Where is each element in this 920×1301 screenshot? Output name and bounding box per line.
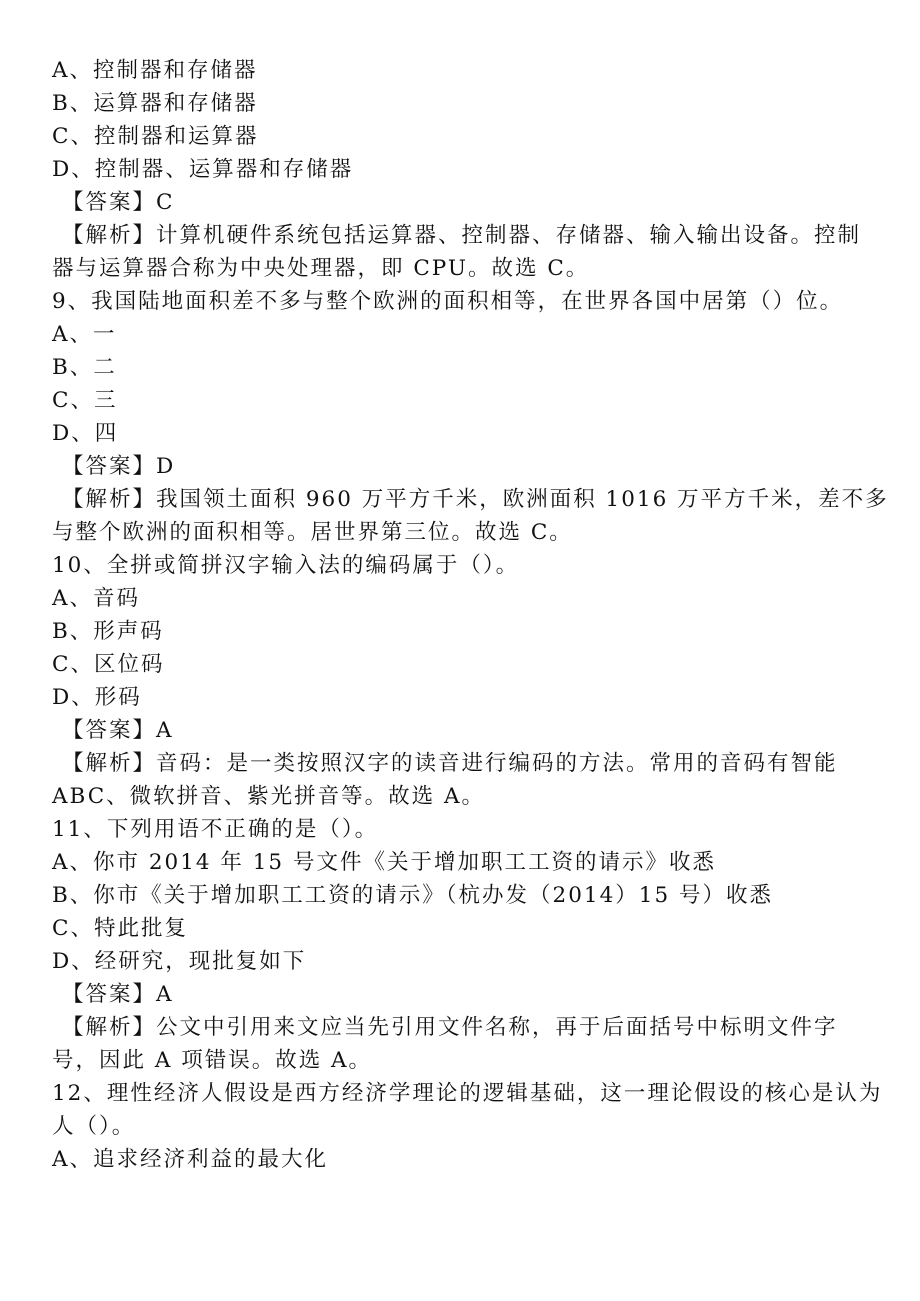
option-line: B、运算器和存储器 xyxy=(52,91,258,116)
question-line: 9、我国陆地面积差不多与整个欧洲的面积相等，在世界各国中居第（）位。 xyxy=(52,289,844,314)
option-line: A、你市 2014 年 15 号文件《关于增加职工工资的请示》收悉 xyxy=(52,850,716,875)
analysis-line: 号，因此 A 项错误。故选 A。 xyxy=(52,1048,373,1073)
option-line: C、特此批复 xyxy=(52,916,188,941)
option-line: B、你市《关于增加职工工资的请示》（杭办发（2014）15 号）收悉 xyxy=(52,883,773,908)
option-line: D、四 xyxy=(52,421,119,446)
option-line: B、二 xyxy=(52,355,117,380)
analysis-line: 【解析】音码：是一类按照汉字的读音进行编码的方法。常用的音码有智能 xyxy=(62,751,838,776)
option-line: A、追求经济利益的最大化 xyxy=(52,1147,329,1172)
option-line: D、控制器、运算器和存储器 xyxy=(52,157,354,182)
question-line: 10、全拼或简拼汉字输入法的编码属于（）。 xyxy=(52,553,520,578)
answer-line: 【答案】C xyxy=(62,190,175,215)
analysis-line: 【解析】我国领土面积 960 万平方千米，欧洲面积 1016 万平方千米，差不多 xyxy=(62,487,889,512)
analysis-line: 【解析】公文中引用来文应当先引用文件名称，再于后面括号中标明文件字 xyxy=(62,1015,838,1040)
option-line: C、区位码 xyxy=(52,652,165,677)
option-line: D、形码 xyxy=(52,685,142,710)
answer-line: 【答案】D xyxy=(62,454,176,479)
option-line: A、一 xyxy=(52,322,117,347)
analysis-line: ABC、微软拼音、紫光拼音等。故选 A。 xyxy=(52,784,486,809)
answer-line: 【答案】A xyxy=(62,982,174,1007)
question-line: 人（）。 xyxy=(52,1114,136,1139)
analysis-line: 器与运算器合称为中央处理器，即 CPU。故选 C。 xyxy=(52,256,590,281)
option-line: B、形声码 xyxy=(52,619,164,644)
option-line: A、音码 xyxy=(52,586,141,611)
answer-line: 【答案】A xyxy=(62,718,174,743)
option-line: A、控制器和存储器 xyxy=(52,58,258,83)
option-line: C、三 xyxy=(52,388,118,413)
question-line: 11、下列用语不正确的是（）。 xyxy=(52,817,379,842)
option-line: D、经研究，现批复如下 xyxy=(52,949,307,974)
option-line: C、控制器和运算器 xyxy=(52,124,259,149)
analysis-line: 【解析】计算机硬件系统包括运算器、控制器、存储器、输入输出设备。控制 xyxy=(62,223,862,248)
analysis-line: 与整个欧洲的面积相等。居世界第三位。故选 C。 xyxy=(52,520,573,545)
question-line: 12、理性经济人假设是西方经济学理论的逻辑基础，这一理论假设的核心是认为 xyxy=(52,1081,883,1106)
